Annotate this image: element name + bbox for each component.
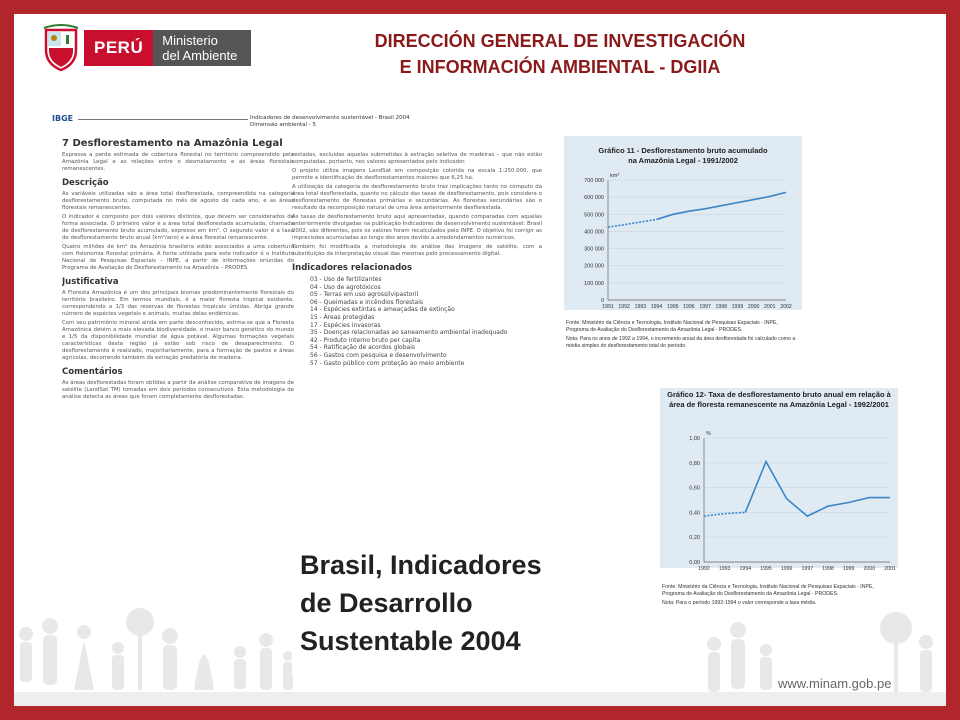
y-axis-label: % <box>706 431 711 437</box>
document-page <box>48 108 558 548</box>
ibge-logo: IBGE <box>52 114 74 123</box>
related-indicator-list <box>292 276 542 367</box>
related-indicator-item: 05 - Terras em uso agrossilvipastoril <box>310 291 419 299</box>
chart-title: Gráfico 11 - Desflorestamento bruto acumulado na Amazônia Legal - 1991/2002 <box>598 146 768 165</box>
x-tick-label: 1999 <box>731 304 744 310</box>
page-title <box>300 28 820 80</box>
y-tick-label: 0,20 <box>689 535 700 542</box>
document-running-head <box>52 112 552 130</box>
caption-box <box>292 536 656 676</box>
y-tick-label: 0,00 <box>689 560 700 566</box>
frame-right-border <box>946 0 960 720</box>
x-tick-label: 1995 <box>760 566 772 572</box>
comentarios-paragraph: As áreas desflorestadas foram obtidas a partir da análise comparativa de imagens de satélite (LandSat TM) tomadas em dois períodos consecutivos. Esta metodologia de análise detecta as áreas que foram completamente desflorestadas. <box>62 380 294 400</box>
chart-cumulative-svg <box>564 136 802 316</box>
descricao-heading: Descrição <box>62 178 109 188</box>
caption-line1: Brasil, Indicadores <box>300 550 542 580</box>
related-indicator-item: 56 - Gastos com pesquisa e desenvolvimento <box>310 351 447 359</box>
y-tick-label: 300 000 <box>584 246 604 253</box>
series-line-dashed <box>704 512 745 516</box>
caption-line3: Sustentable 2004 <box>300 626 521 656</box>
running-head-rule <box>78 119 248 120</box>
logo-country: PERÚ <box>84 30 153 66</box>
chart-note: Nota: Para o período 1992-1994 o valor corresponde a taxa média. <box>662 600 817 606</box>
x-tick-label: 2002 <box>780 304 792 310</box>
chart-title: Gráfico 12- Taxa de desflorestamento bruto anual em relação à área de floresta remanescente na Amazônia Legal - 1992/2001 <box>667 390 891 409</box>
x-tick-label: 1994 <box>739 566 752 572</box>
justificativa-heading: Justificativa <box>62 277 119 287</box>
x-tick-label: 1999 <box>842 566 855 572</box>
caption-text <box>300 546 542 660</box>
x-tick-label: 1994 <box>650 304 663 310</box>
series-line <box>745 462 890 517</box>
related-indicator-item: 06 - Queimadas e incêndios florestais <box>310 298 424 306</box>
x-tick-label: 1996 <box>683 304 695 310</box>
related-indicator-item: 14 - Espécies extintas e ameaçadas de extinção <box>310 306 455 314</box>
x-tick-label: 1992 <box>698 566 710 572</box>
chart-panel-cumulative <box>564 136 802 386</box>
related-indicator-item: 35 - Doenças relacionadas ao saneamento ambiental inadequado <box>310 329 508 337</box>
intro-paragraph: Expressa a perda estimada de cobertura florestal no território compreendido pela Amazônia Legal e as relações entre o desmatamento e as áreas florestais remanescentes. <box>62 152 294 172</box>
ministry-logo <box>42 22 252 74</box>
y-tick-label: 600 000 <box>584 195 604 202</box>
series-line-dashed <box>608 219 657 227</box>
justificativa-paragraph: Com seu patrimônio mineral ainda em parte desconhecido, estima-se que a Floresta Amazônica detém a mais elevada biodiversidade, o maior banco genético do mundo e 1/5 da disponibilidade mundial de água potável. Algumas formações vegetais características desta região já estão sob risco de desaparecimento. O desflorestamento é realizado, majoritariamente, para a formação de pastos e áreas agrícolas, decorrendo também da extração predatória de madeira. <box>62 320 294 361</box>
logo-ministry <box>153 30 251 66</box>
related-indicator-item: 54 - Ratificação de acordos globais <box>310 344 416 352</box>
col2-paragraph: A utilização da categoria de desflorestamento bruto traz implicações tanto no cômputo da área total desflorestada, quanto no cálculo das taxas de desflorestamento, pois considera o desflorestamento de florestas primárias e secundárias. As florestas secundárias são o resultado da recomposição natural de uma área anteriormente desflorestada. <box>292 184 542 211</box>
y-tick-label: 0 <box>600 298 604 304</box>
x-tick-label: 1997 <box>801 566 814 572</box>
document-column-left <box>62 152 294 548</box>
related-indicator-item: 42 - Produto interno bruto per capita <box>310 336 421 344</box>
caption-line2: de Desarrollo <box>300 588 473 618</box>
frame-top-border <box>0 0 960 14</box>
document-title: 7 Desflorestamento na Amazônia Legal <box>62 138 283 149</box>
chart-source: Fonte: Ministério da Ciência e Tecnologia, Instituto Nacional de Pesquisas Espaciais - INPE, Programa de Avaliação do Desflorestamento da Amazônia Legal - PRODES. <box>662 584 874 597</box>
logo-ministry-line2: del Ambiente <box>162 48 238 63</box>
logo-ministry-line1: Ministerio <box>162 33 218 48</box>
y-tick-label: 0,80 <box>689 460 700 467</box>
frame-left-border <box>0 0 14 720</box>
y-tick-label: 400 000 <box>584 229 604 236</box>
y-tick-label: 0,60 <box>689 485 700 492</box>
y-tick-label: 0,40 <box>689 510 700 517</box>
x-tick-label: 1992 <box>618 304 630 310</box>
x-tick-label: 1996 <box>780 566 793 572</box>
chart-rate-svg <box>660 388 898 574</box>
x-tick-label: 2001 <box>764 304 776 310</box>
y-tick-label: 200 000 <box>584 263 604 270</box>
col2-paragraph: restadas, excluídas aquelas submetidas à extração seletiva de madeiras – que não estão computadas, portanto, nos valores apresentados pelo indicador. <box>292 152 542 165</box>
document-column-right <box>292 152 542 548</box>
y-tick-label: 500 000 <box>584 212 604 219</box>
series-line <box>657 192 786 219</box>
related-indicator-item: 04 - Uso de agrotóxicos <box>310 283 381 291</box>
x-tick-label: 1998 <box>715 304 728 310</box>
related-heading: Indicadores relacionados <box>292 263 413 273</box>
related-indicator-item: 15 - Áreas protegidas <box>310 313 375 321</box>
comentarios-heading: Comentários <box>62 367 123 377</box>
x-tick-label: 1998 <box>822 566 834 572</box>
footer-url[interactable]: www.minam.gob.pe <box>778 676 892 691</box>
y-tick-label: 1,00 <box>689 436 700 442</box>
frame-bottom-border <box>0 706 960 720</box>
running-head-2: Dimensão ambiental - 5 <box>250 122 316 128</box>
col2-paragraph: O projeto utiliza imagens LandSat em composição colorida na escala 1:250.000, que permite a identificação de desflorestamentos maiores que 6,25 ha. <box>292 168 542 181</box>
descricao-paragraph: As variáveis utilizadas são a área total desflorestada, compreendida na categoria desflorestamento bruto, computada no mês de agosto de cada ano, e as áreas florestais remanescentes. <box>62 191 294 211</box>
coat-of-arms-icon <box>42 24 80 72</box>
y-tick-label: 100 000 <box>584 280 604 287</box>
x-tick-label: 1993 <box>634 304 647 310</box>
justificativa-paragraph: A Floresta Amazônica é um dos principais biomas predominantemente florestais do território brasileiro. Em termos mundiais, é a maior floresta tropical existente, correspondendo a 1/3 das reservas de florestas tropicais úmidas. Abriga grande número de espécies vegetais e animais, muitas delas endêmicas. <box>62 290 294 317</box>
descricao-paragraph: Quatro milhões de km² da Amazônia brasileira estão associados a uma cobertura com fisionomia florestal primária. A fonte utilizada para este indicador é o Instituto Nacional de Pesquisas Espaciais – INPE, a partir de informações oriundas do Programa de Avaliação do Desflorestamento na Amazônia – PRODES. <box>62 244 294 271</box>
page-title-line2: E INFORMACIÓN AMBIENTAL - DGIIA <box>399 57 721 77</box>
related-indicator-item: 57 - Gasto público com proteção ao meio ambiente <box>310 359 465 367</box>
chart-panel-rate <box>660 388 898 618</box>
x-tick-label: 2000 <box>863 566 876 572</box>
related-indicator-item: 17 - Espécies invasoras <box>310 321 381 329</box>
page-title-line1: DIRECCIÓN GENERAL DE INVESTIGACIÓN <box>374 31 746 51</box>
running-head-1: Indicadores de desenvolvimento sustentável - Brasil 2004 <box>250 115 410 121</box>
chart-source: Fonte: Ministério da Ciência e Tecnologia, Instituto Nacional de Pesquisas Espaciais - INPE, Programa de Avaliação do Desflorestamento da Amazônia Legal - PRODES. <box>566 320 778 333</box>
x-tick-label: 1997 <box>699 304 711 310</box>
col2-paragraph: As taxas de desflorestamento bruto aqui apresentadas, quando comparadas com aquelas anteriormente divulgadas na publicação Indicadores de desenvolvimento sustentável: Brasil 2002, são diferentes, pois os valores foram recalculados pelo INPE. O objetivo foi corrigir as imprecisões acumuladas ao longo dos anos devido a arredondamentos numéricos. <box>292 214 542 241</box>
x-tick-label: 1993 <box>718 566 731 572</box>
x-tick-label: 2000 <box>747 304 760 310</box>
x-tick-label: 1995 <box>666 304 679 310</box>
x-tick-label: 2001 <box>884 566 896 572</box>
col2-paragraph: Também foi modificada a metodologia de análise das imagens de satélite, com a substituição da interpretação visual das mesmas pelo processamento digital. <box>292 244 542 257</box>
x-tick-label: 1991 <box>602 304 614 310</box>
related-indicator-item: 03 - Uso de fertilizantes <box>310 276 382 283</box>
chart-note: Nota: Para os anos de 1992 a 1994, o incremento anual da área desflorestada foi calculado como a média simples do desflorestamento total do período. <box>566 336 796 349</box>
y-axis-label: km² <box>610 173 620 179</box>
descricao-paragraph: O indicador é composto por dois valores distintos, que devem ser considerados de forma associada. O primeiro valor é a área total desflorestada acumulada, chamada de desflorestamento bruto acumulado, expresso em km². O segundo valor é a taxa de desflorestamento bruto anual (km²/ano) e a área florestal remanescente. <box>62 214 294 241</box>
y-tick-label: 700 000 <box>584 178 604 184</box>
